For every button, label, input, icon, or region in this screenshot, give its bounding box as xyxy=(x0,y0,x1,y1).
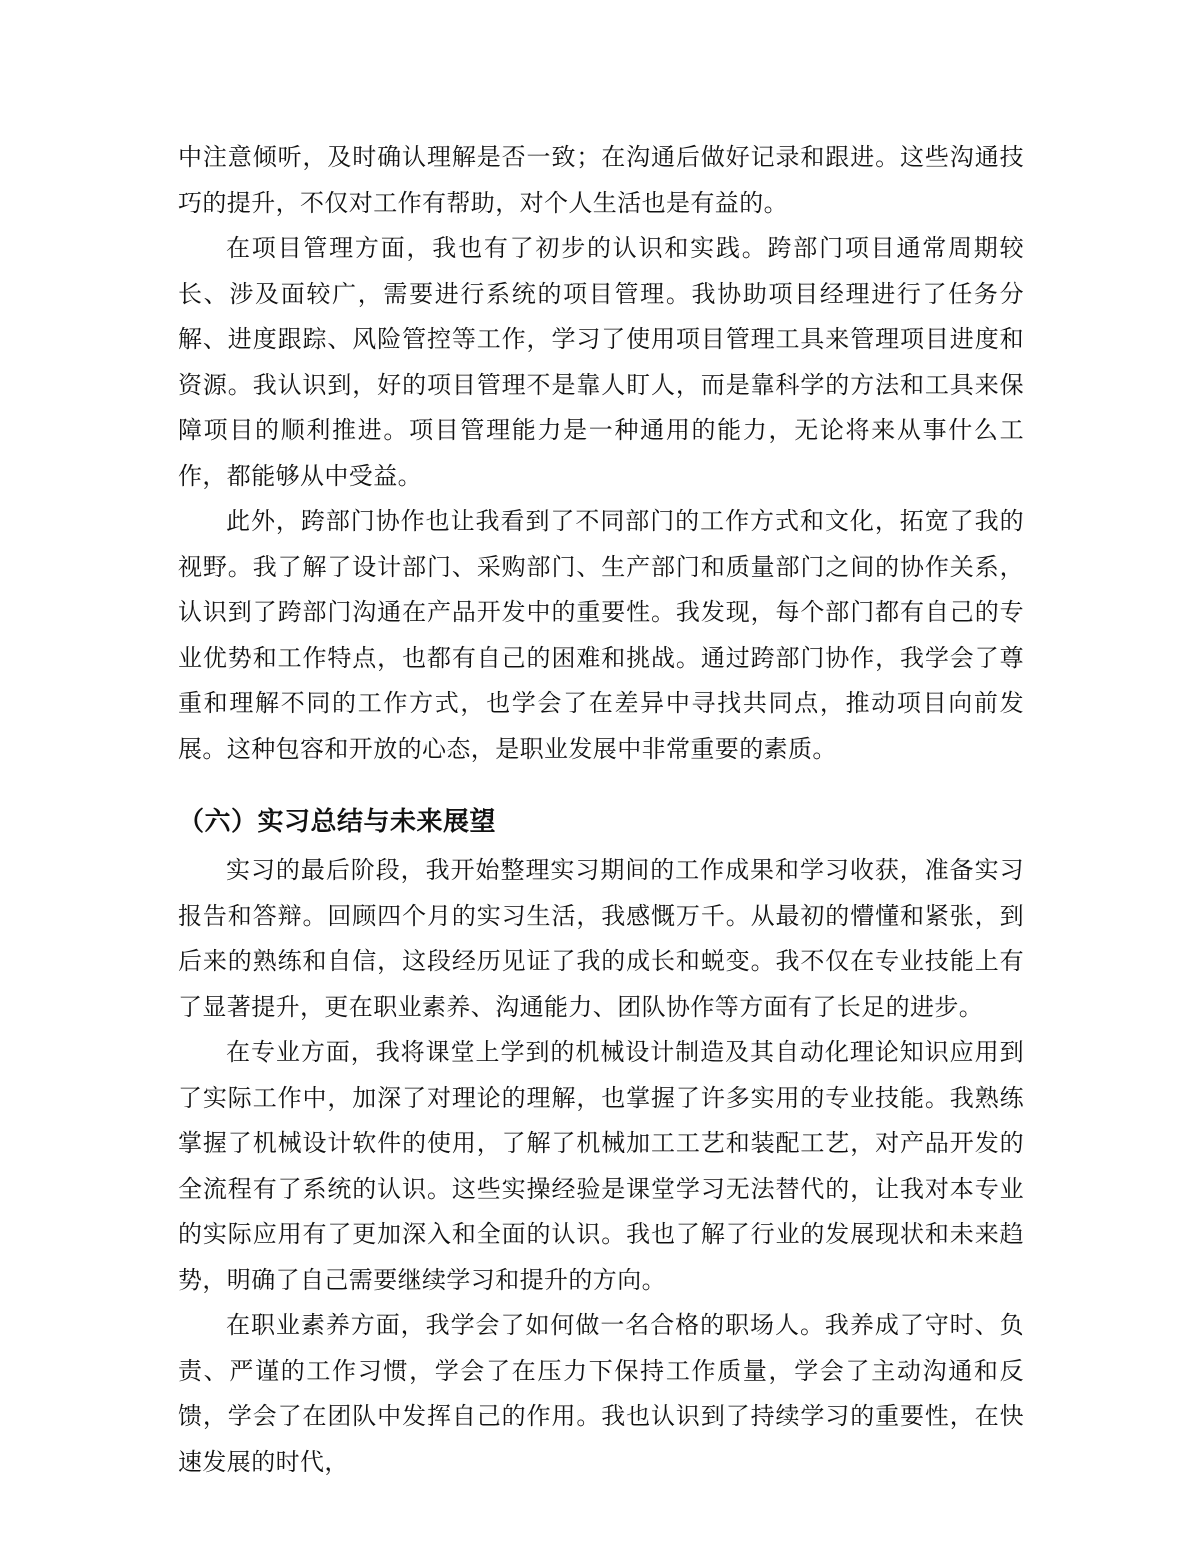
paragraph-communication-continued: 中注意倾听，及时确认理解是否一致；在沟通后做好记录和跟进。这些沟通技巧的提升，不仅对工作有帮助，对个人生活也是有益的。 xyxy=(178,143,1024,217)
paragraph-professional-quality: 在职业素养方面，我学会了如何做一名合格的职场人。我养成了守时、负责、严谨的工作习惯，学会了在压力下保持工作质量，学会了主动沟通和反馈，学会了在团队中发挥自己的作用。我也认识到了持续学习的重要性，在快速发展的时代， xyxy=(178,1311,1024,1476)
paragraph-project-management: 在项目管理方面，我也有了初步的认识和实践。跨部门项目通常周期较长、涉及面较广，需要进行系统的项目管理。我协助项目经理进行了任务分解、进度跟踪、风险管控等工作，学习了使用项目管理工具来管理项目进度和资源。我认识到，好的项目管理不是靠人盯人，而是靠科学的方法和工具来保障项目的顺利推进。项目管理能力是一种通用的能力，无论将来从事什么工作，都能够从中受益。 xyxy=(178,234,1024,490)
paragraph-internship-summary: 实习的最后阶段，我开始整理实习期间的工作成果和学习收获，准备实习报告和答辩。回顾四个月的实习生活，我感慨万千。从最初的懵懂和紧张，到后来的熟练和自信，这段经历见证了我的成长和蜕变。我不仅在专业技能上有了显著提升，更在职业素养、沟通能力、团队协作等方面有了长足的进步。 xyxy=(178,856,1024,1021)
paragraph-professional-skills: 在专业方面，我将课堂上学到的机械设计制造及其自动化理论知识应用到了实际工作中，加深了对理论的理解，也掌握了许多实用的专业技能。我熟练掌握了机械设计软件的使用，了解了机械加工工艺和装配工艺，对产品开发的全流程有了系统的认识。这些实操经验是课堂学习无法替代的，让我对本专业的实际应用有了更加深入和全面的认识。我也了解了行业的发展现状和未来趋势，明确了自己需要继续学习和提升的方向。 xyxy=(178,1038,1024,1294)
section-heading: （六）实习总结与未来展望 xyxy=(178,807,497,837)
document-body xyxy=(178,135,1024,1485)
paragraph-cross-department: 此外，跨部门协作也让我看到了不同部门的工作方式和文化，拓宽了我的视野。我了解了设计部门、采购部门、生产部门和质量部门之间的协作关系，认识到了跨部门沟通在产品开发中的重要性。我发现，每个部门都有自己的专业优势和工作特点，也都有自己的困难和挑战。通过跨部门协作，我学会了尊重和理解不同的工作方式，也学会了在差异中寻找共同点，推动项目向前发展。这种包容和开放的心态，是职业发展中非常重要的素质。 xyxy=(178,507,1024,763)
